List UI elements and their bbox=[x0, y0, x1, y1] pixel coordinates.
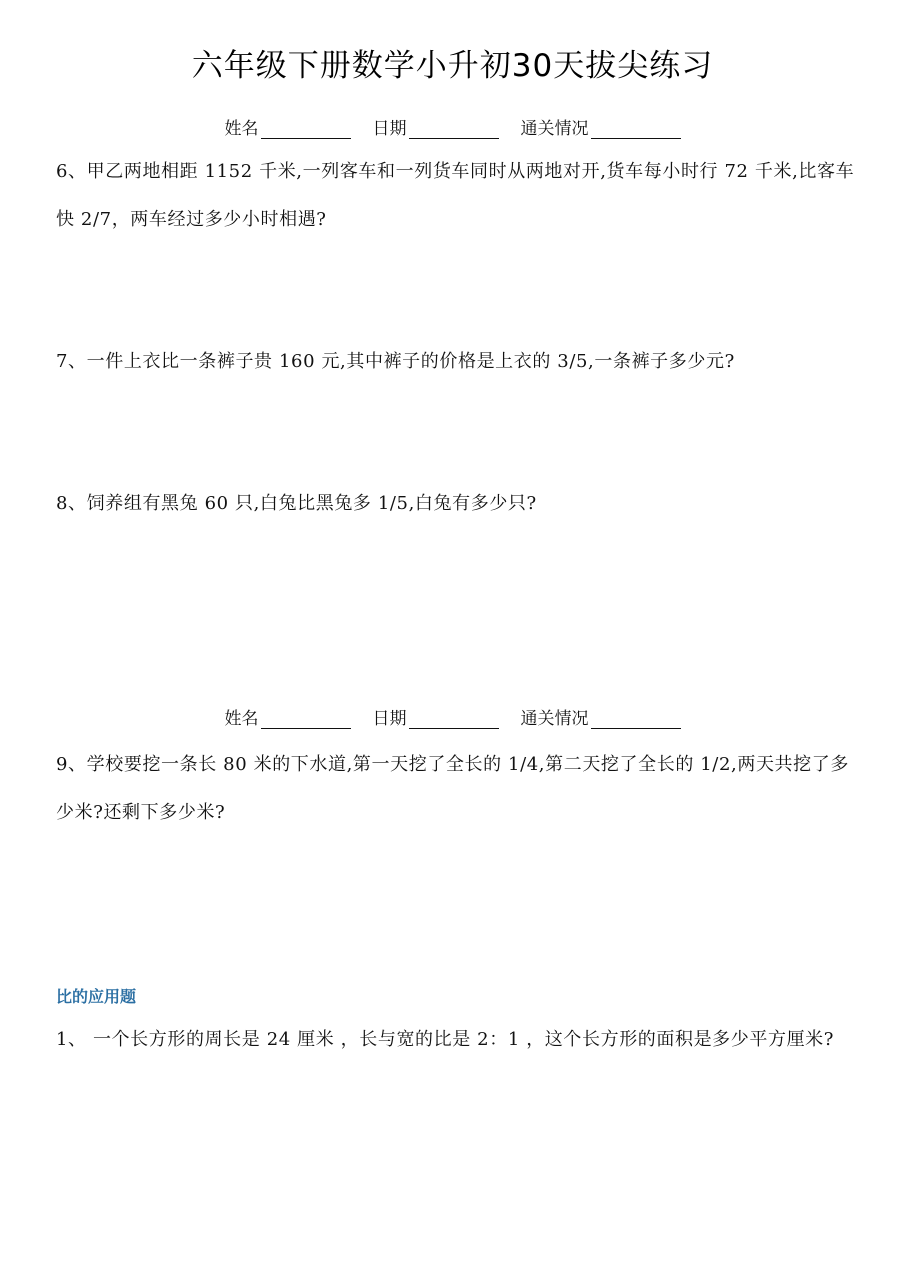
name-blank[interactable] bbox=[261, 120, 351, 139]
date-field-2[interactable] bbox=[373, 704, 499, 729]
question-6: 6、甲乙两地相距 1152 千米,一列客车和一列货车同时从两地对开,货车每小时行 72 千米,比客车快 2/7，两车经过多少小时相遇? bbox=[56, 161, 855, 230]
name-label: 姓名 bbox=[224, 119, 259, 139]
student-info-row-2 bbox=[0, 704, 905, 729]
name-field[interactable] bbox=[225, 114, 351, 139]
status-blank[interactable] bbox=[591, 120, 681, 139]
status-field-2[interactable] bbox=[521, 704, 681, 729]
date-field[interactable] bbox=[373, 114, 499, 139]
name-blank-2[interactable] bbox=[261, 710, 351, 729]
date-label: 日期 bbox=[372, 119, 407, 139]
status-blank-2[interactable] bbox=[591, 710, 681, 729]
page-title: 六年级下册数学小升初30天拔尖练习 bbox=[191, 48, 714, 84]
status-field[interactable] bbox=[521, 114, 681, 139]
date-blank-2[interactable] bbox=[409, 710, 499, 729]
question-7: 7、一件上衣比一条裤子贵 160 元,其中裤子的价格是上衣的 3/5,一条裤子多少元? bbox=[56, 351, 735, 372]
name-field-2[interactable] bbox=[225, 704, 351, 729]
date-blank[interactable] bbox=[409, 120, 499, 139]
student-info-row bbox=[0, 114, 905, 139]
status-label-2: 通关情况 bbox=[520, 709, 589, 729]
date-label-2: 日期 bbox=[372, 709, 407, 729]
question-9: 9、学校要挖一条长 80 米的下水道,第一天挖了全长的 1/4,第二天挖了全长的 1/2,两天共挖了多少米?还剩下多少米? bbox=[56, 754, 849, 823]
question-8: 8、饲养组有黑兔 60 只,白兔比黑兔多 1/5,白兔有多少只? bbox=[56, 493, 537, 514]
section-heading: 比的应用题 bbox=[56, 987, 137, 1006]
name-label-2: 姓名 bbox=[224, 709, 259, 729]
ratio-question-1: 1、 一个长方形的周长是 24 厘米 ，长与宽的比是 2：1 ，这个长方形的面积是多少平方厘米? bbox=[56, 1029, 835, 1050]
status-label: 通关情况 bbox=[520, 119, 589, 139]
